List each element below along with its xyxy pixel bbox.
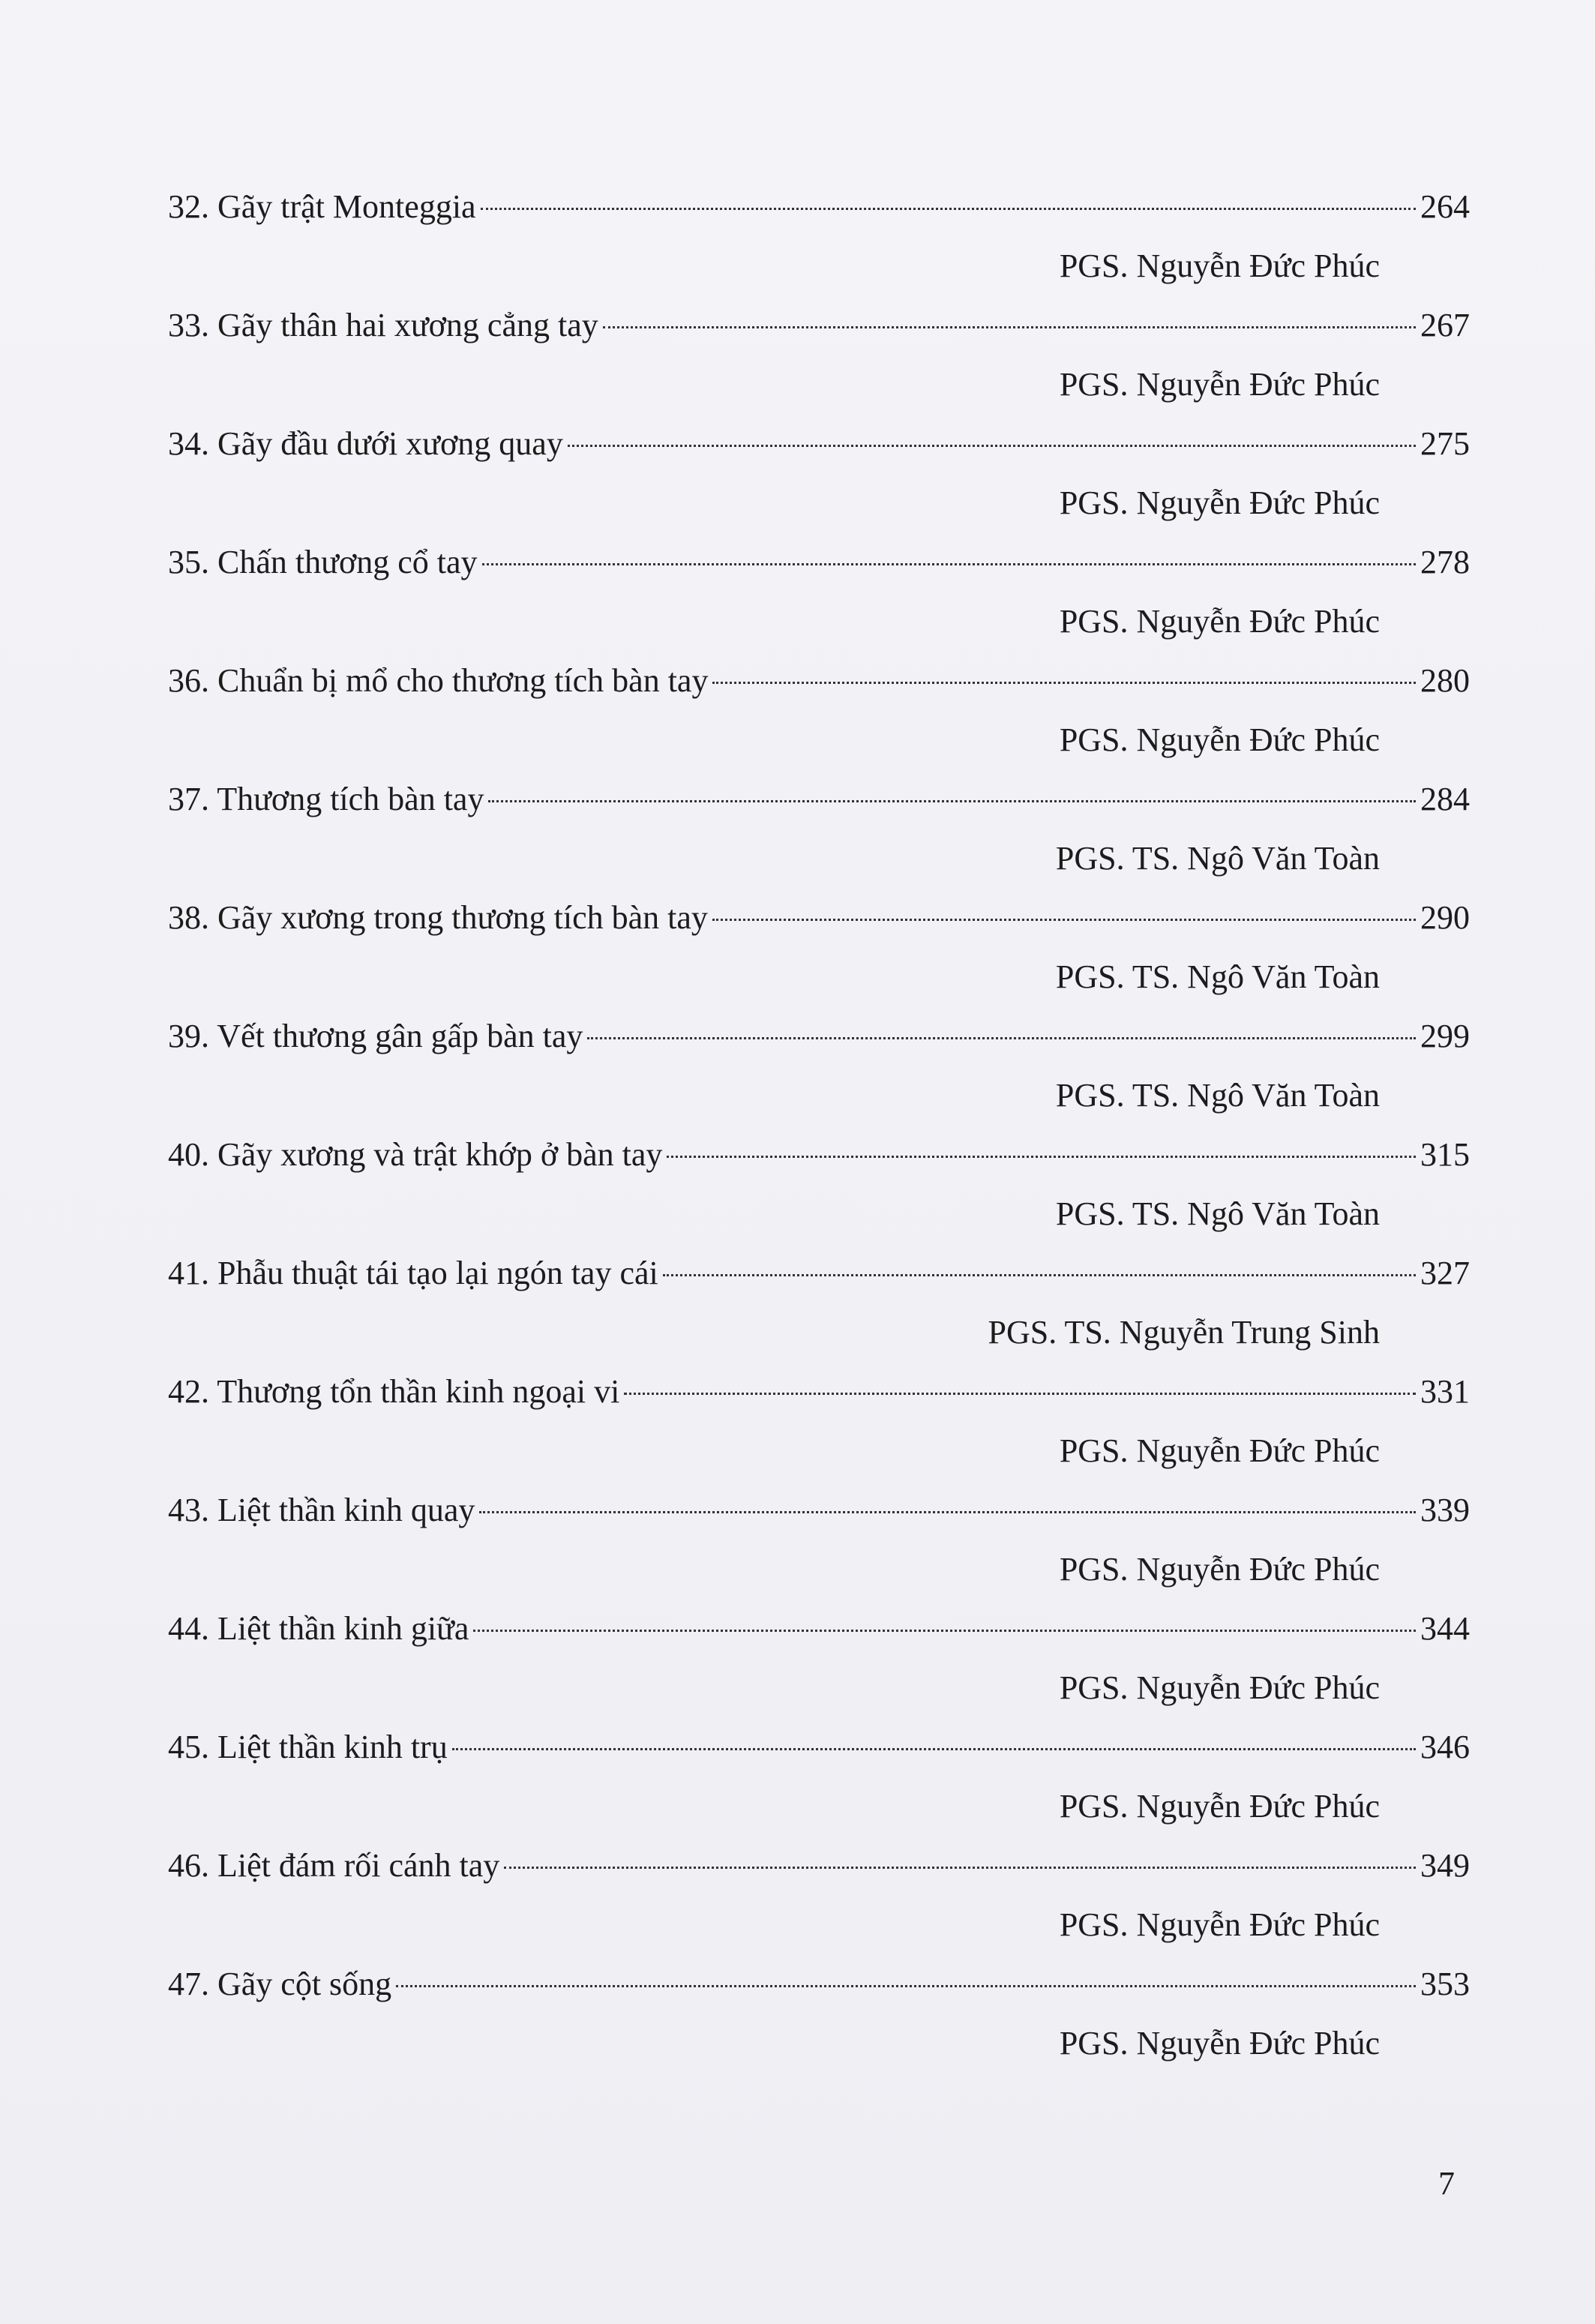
toc-line	[168, 1006, 1470, 1066]
toc-entry-author: PGS. Nguyễn Đức Phúc	[1059, 1551, 1380, 1588]
toc-entry-page: 327	[1420, 1255, 1470, 1291]
toc-entry-title: 37. Thương tích bàn tay	[168, 781, 484, 817]
toc-entry	[168, 1362, 1470, 1480]
dot-leader	[712, 919, 1416, 921]
toc-line	[168, 1599, 1470, 1659]
toc-line	[168, 295, 1470, 355]
toc-entry-page: 346	[1420, 1729, 1470, 1765]
toc-entry	[168, 1125, 1470, 1243]
toc-entry	[168, 1006, 1470, 1125]
page-number: 7	[1438, 2165, 1455, 2202]
toc-entry-author: PGS. Nguyễn Đức Phúc	[1059, 1432, 1380, 1469]
toc-entry-author: PGS. Nguyễn Đức Phúc	[1059, 721, 1380, 758]
toc-entry-title: 47. Gãy cột sống	[168, 1966, 392, 2002]
toc-entry-author: PGS. Nguyễn Đức Phúc	[1059, 1788, 1380, 1825]
toc-entry-author: PGS. TS. Nguyễn Trung Sinh	[988, 1314, 1380, 1351]
toc-entry-author: PGS. Nguyễn Đức Phúc	[1059, 1906, 1380, 1943]
dot-leader	[603, 326, 1416, 328]
toc-entry	[168, 1836, 1470, 1954]
dot-leader	[504, 1867, 1416, 1869]
toc-line	[168, 1243, 1470, 1303]
toc-entry-title: 42. Thương tổn thần kinh ngoại vi	[168, 1373, 620, 1410]
toc-entry	[168, 1243, 1470, 1362]
toc-line	[168, 1717, 1470, 1777]
toc-line	[168, 1480, 1470, 1540]
toc-entry-author: PGS. Nguyễn Đức Phúc	[1059, 2025, 1380, 2062]
toc-entry-author: PGS. TS. Ngô Văn Toàn	[1055, 840, 1380, 877]
toc-entry	[168, 295, 1470, 414]
toc-line	[168, 1836, 1470, 1896]
toc-entry-title: 38. Gãy xương trong thương tích bàn tay	[168, 899, 708, 936]
toc-entry-title: 34. Gãy đầu dưới xương quay	[168, 425, 563, 462]
toc-line	[168, 651, 1470, 711]
toc-entry-title: 39. Vết thương gân gấp bàn tay	[168, 1018, 583, 1054]
toc-entry-title: 41. Phẫu thuật tái tạo lại ngón tay cái	[168, 1255, 658, 1291]
toc-entry-page: 339	[1420, 1492, 1470, 1528]
toc-entry-page: 280	[1420, 662, 1470, 699]
dot-leader	[482, 563, 1417, 565]
toc-entry-title: 33. Gãy thân hai xương cẳng tay	[168, 307, 598, 343]
toc-line	[168, 769, 1470, 829]
toc-entry	[168, 1954, 1470, 2073]
toc-line	[168, 1125, 1470, 1185]
dot-leader	[473, 1630, 1416, 1632]
dot-leader	[568, 445, 1416, 447]
dot-leader	[667, 1156, 1416, 1158]
toc-line	[168, 414, 1470, 474]
toc-line	[168, 1954, 1470, 2014]
dot-leader	[479, 1511, 1416, 1513]
dot-leader	[396, 1985, 1416, 1987]
dot-leader	[488, 800, 1416, 802]
toc-entry-title: 32. Gãy trật Monteggia	[168, 188, 476, 225]
toc-entry-page: 264	[1420, 188, 1470, 225]
table-of-contents	[168, 177, 1470, 2073]
toc-line	[168, 888, 1470, 948]
dot-leader	[587, 1037, 1416, 1039]
toc-entry-page: 275	[1420, 425, 1470, 462]
toc-entry	[168, 177, 1470, 295]
toc-entry-title: 40. Gãy xương và trật khớp ở bàn tay	[168, 1136, 663, 1173]
toc-entry-page: 344	[1420, 1610, 1470, 1647]
toc-entry-page: 267	[1420, 307, 1470, 343]
toc-entry-page: 278	[1420, 544, 1470, 580]
toc-entry-page: 331	[1420, 1373, 1470, 1410]
toc-entry-page: 315	[1420, 1136, 1470, 1173]
toc-entry-title: 44. Liệt thần kinh giữa	[168, 1610, 469, 1647]
toc-entry-title: 36. Chuẩn bị mổ cho thương tích bàn tay	[168, 662, 709, 699]
toc-line	[168, 1362, 1470, 1422]
toc-line	[168, 177, 1470, 237]
toc-entry-author: PGS. TS. Ngô Văn Toàn	[1055, 1195, 1380, 1232]
toc-entry-page: 353	[1420, 1966, 1470, 2002]
toc-entry-page: 290	[1420, 899, 1470, 936]
toc-entry-author: PGS. TS. Ngô Văn Toàn	[1055, 1077, 1380, 1114]
toc-entry-page: 299	[1420, 1018, 1470, 1054]
dot-leader	[452, 1748, 1416, 1750]
toc-entry-author: PGS. Nguyễn Đức Phúc	[1059, 484, 1380, 521]
toc-entry	[168, 651, 1470, 769]
dot-leader	[663, 1274, 1416, 1276]
toc-entry-page: 284	[1420, 781, 1470, 817]
dot-leader	[624, 1393, 1416, 1395]
toc-line	[168, 532, 1470, 592]
toc-entry-author: PGS. Nguyễn Đức Phúc	[1059, 366, 1380, 403]
dot-leader	[712, 682, 1416, 684]
toc-entry	[168, 888, 1470, 1006]
toc-entry-title: 43. Liệt thần kinh quay	[168, 1492, 475, 1528]
toc-entry-author: PGS. Nguyễn Đức Phúc	[1059, 1669, 1380, 1706]
toc-entry	[168, 1599, 1470, 1717]
toc-entry	[168, 1717, 1470, 1836]
dot-leader	[481, 208, 1416, 210]
toc-entry	[168, 414, 1470, 532]
toc-entry-title: 35. Chấn thương cổ tay	[168, 544, 478, 580]
toc-entry-author: PGS. TS. Ngô Văn Toàn	[1055, 958, 1380, 995]
toc-entry-author: PGS. Nguyễn Đức Phúc	[1059, 247, 1380, 284]
toc-entry-title: 46. Liệt đám rối cánh tay	[168, 1847, 500, 1884]
toc-entry	[168, 1480, 1470, 1599]
toc-entry	[168, 769, 1470, 888]
toc-entry	[168, 532, 1470, 651]
toc-entry-title: 45. Liệt thần kinh trụ	[168, 1729, 448, 1765]
toc-entry-author: PGS. Nguyễn Đức Phúc	[1059, 603, 1380, 640]
toc-entry-page: 349	[1420, 1847, 1470, 1884]
